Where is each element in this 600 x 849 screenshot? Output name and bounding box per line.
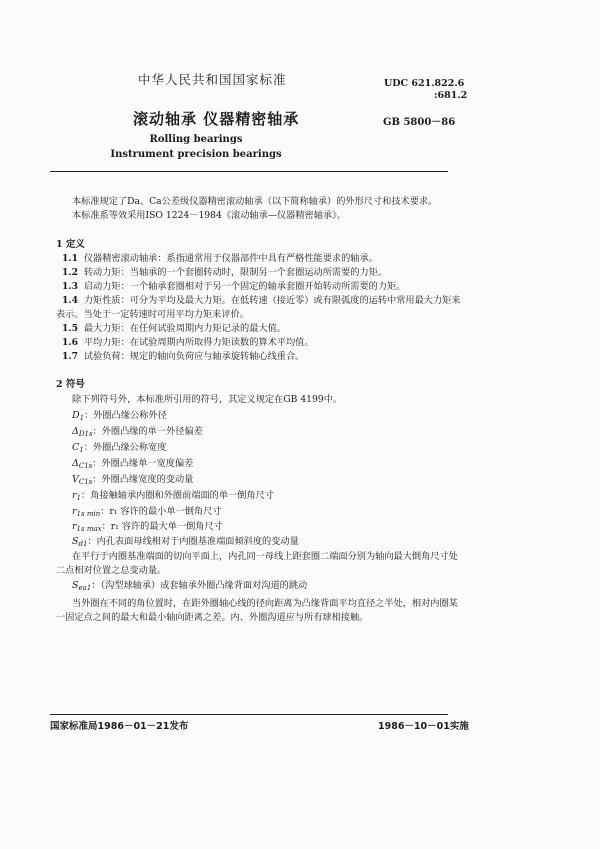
symbol-entry xyxy=(72,490,274,504)
def-text: 试验负荷：规定的轴向负荷应与轴承旋转轴心线重合。 xyxy=(83,351,305,362)
symbol: Δ xyxy=(72,426,79,437)
def-number: 1.7 xyxy=(62,351,78,362)
symbol-entry xyxy=(72,474,193,488)
publication-date: 国家标准局1986－01－21发布 xyxy=(50,721,189,732)
symbol-entry xyxy=(72,426,203,440)
effective-date: 1986－10－01实施 xyxy=(378,721,469,732)
symbol-subscript: D1s xyxy=(78,430,93,438)
sd1-note-line2: 二点相对位置之总变动量。 xyxy=(56,565,167,576)
symbol: r xyxy=(72,521,77,532)
symbol-desc: ：（沟型球轴承）成套轴承外圈凸缘背面对沟道的跳动 xyxy=(91,580,308,591)
udc-code-line2: :681.2 xyxy=(434,90,468,101)
symbol: S xyxy=(72,580,79,591)
def-item xyxy=(62,253,378,265)
section1-heading: 1 定义 xyxy=(56,239,85,250)
symbol: C xyxy=(72,442,80,453)
issuer-title: 中华人民共和国国家标准 xyxy=(138,72,287,87)
def-item xyxy=(62,295,461,307)
symbol-desc: ：外圈凸缘单一宽度偏差 xyxy=(92,458,194,469)
symbol-subscript: C1s xyxy=(78,478,93,486)
def-item xyxy=(62,337,314,349)
symbol-entry xyxy=(72,580,307,594)
sea1-note-line2: 一固定点之间的最大和最小轴向距离之差。内、外圈沟道应与所有球相接触。 xyxy=(56,612,369,623)
symbol-entry xyxy=(72,506,221,520)
document-title-en-line1: Rolling bearings xyxy=(149,134,243,145)
document-title-zh: 滚动轴承 仪器精密轴承 xyxy=(133,110,300,128)
symbol: V xyxy=(72,474,79,485)
intro-line1: 本标准规定了Da、Ca公差级仪器精密滚动轴承（以下简称轴承）的外形尺寸和技术要求。 xyxy=(72,196,438,207)
intro-line2: 本标准系等效采用ISO 1224－1984《滚动轴承—仪器精密轴承》。 xyxy=(72,210,346,221)
symbol: r xyxy=(72,490,77,501)
symbol: D xyxy=(72,410,80,421)
def-item xyxy=(62,267,387,279)
def-number: 1.4 xyxy=(62,295,78,306)
symbol-subscript: 1 xyxy=(79,446,84,454)
symbol-desc: ：外圈凸缘公称宽度 xyxy=(83,442,167,453)
symbol-desc: ：r₁ 容许的最大单一倒角尺寸 xyxy=(101,521,223,532)
symbols-intro: 除下列符号外，本标准所引用的符号，其定义规定在GB 4199中。 xyxy=(72,394,343,405)
symbol-entry xyxy=(72,410,167,424)
def-text: 最大力矩：在任何试验周期内力矩记录的最大值。 xyxy=(83,323,286,334)
def-text: 力矩性质：可分为平均及最大力矩。在低转速（接近零）或有限弧度的运转中常用最大力矩来 xyxy=(83,295,461,306)
symbol-entry xyxy=(72,442,166,456)
symbol-desc: ：外圈凸缘的单一外径偏差 xyxy=(92,426,203,437)
document-title-en-line2: Instrument precision bearings xyxy=(110,149,282,160)
sea1-note-line1: 当外圈在不同的角位置时，在距外圈轴心线的径向距离为凸缘背面平均直径之半处，相对内圈某 xyxy=(72,598,458,609)
def-text: 表示。当处于一定转速时可用平均力矩来评价。 xyxy=(56,309,249,320)
symbol-desc: ：角接触轴承内圈和外圈前端面的单一倒角尺寸 xyxy=(81,490,274,501)
symbol-subscript: C1s xyxy=(78,462,93,470)
symbol-desc: ：外圈凸缘公称外径 xyxy=(84,410,167,421)
sd1-note-line1: 在平行于内圈基准端面的切向平面上，内孔同一母线上距套圈二端面分别为轴向最大倒角尺寸处 xyxy=(72,551,458,562)
def-text: 仪器精密滚动轴承：系指通常用于仪器部件中具有严格性能要求的轴承。 xyxy=(83,253,378,264)
def-text: 平均力矩：在试验周期内所取得力矩读数的算术平均值。 xyxy=(83,337,314,348)
symbol-subscript: ea1 xyxy=(78,584,92,592)
def-item xyxy=(62,323,286,335)
symbol-subscript: 1 xyxy=(79,414,85,422)
def-item xyxy=(62,281,405,293)
def-number: 1.5 xyxy=(62,323,78,334)
standard-number: GB 5800－86 xyxy=(383,117,456,128)
symbol-entry xyxy=(72,521,223,535)
symbol-desc: ：外圈凸缘宽度的变动量 xyxy=(92,474,194,485)
def-number: 1.1 xyxy=(62,253,78,264)
symbol: r xyxy=(72,506,77,517)
def-number: 1.2 xyxy=(62,267,78,278)
header-divider xyxy=(50,171,448,172)
symbol-subscript: 1s min xyxy=(76,510,101,518)
symbol-subscript: d1 xyxy=(78,540,88,548)
def-number: 1.3 xyxy=(62,281,78,292)
def-item xyxy=(62,351,304,363)
section2-heading: 2 符号 xyxy=(56,379,85,390)
symbol-entry xyxy=(72,458,193,472)
def-item-continuation xyxy=(56,309,249,321)
symbol-subscript: 1 xyxy=(76,494,82,502)
symbol-desc: ：r₁ 容许的最小单一倒角尺寸 xyxy=(100,506,222,517)
symbol: Δ xyxy=(72,458,79,469)
footer-divider xyxy=(50,714,448,715)
def-text: 转动力矩：当轴承的一个套圈转动时，限制另一个套圈运动所需要的力矩。 xyxy=(83,267,388,278)
udc-code-line1: UDC 621.822.6 xyxy=(384,78,465,89)
symbol: S xyxy=(72,536,79,547)
symbol-desc: ：内孔表面母线相对于内圈基准端面倾斜度的变动量 xyxy=(87,536,299,547)
def-number: 1.6 xyxy=(62,337,78,348)
def-text: 启动力矩：一个轴承套圈相对于另一个固定的轴承套圈开始转动所需要的力矩。 xyxy=(83,281,406,292)
symbol-entry xyxy=(72,536,299,550)
symbol-subscript: 1s max xyxy=(76,525,102,533)
